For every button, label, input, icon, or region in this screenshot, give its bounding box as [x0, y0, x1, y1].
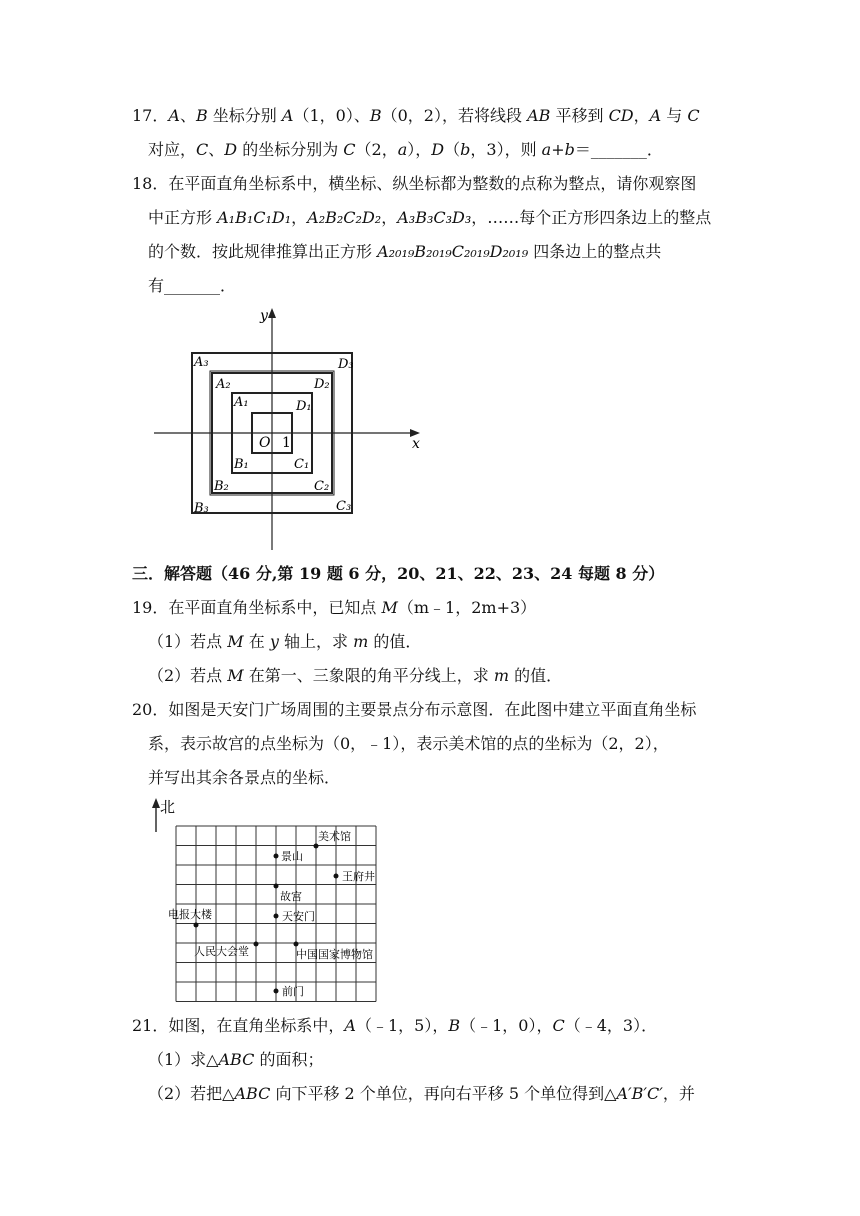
label-d2: D₂ — [314, 377, 330, 392]
text: 轴上，求 — [278, 632, 354, 651]
point-m-coord: （m﹣1，2m+3） — [397, 598, 537, 617]
text: 向下平移 2 个单位，再向右平移 5 个单位得到△ — [270, 1084, 617, 1103]
place-dot-jingshan — [274, 854, 279, 859]
q21-number: 21． — [132, 1016, 169, 1035]
label-a1: A₁ — [234, 395, 249, 410]
q20-line1 — [132, 698, 696, 722]
point-a: A — [168, 106, 180, 125]
q19-line1 — [132, 596, 536, 620]
north-label: 北 — [160, 798, 176, 816]
place-great-hall: 人民大会堂 — [194, 945, 249, 958]
place-dot-national-museum — [294, 942, 299, 947]
place-telegraph-building: 电报大楼 — [168, 908, 212, 921]
text: 如图是天安门广场周围的主要景点分布示意图．在此图中建立平面直角坐标 — [168, 700, 697, 719]
answer-blank: 有_______． — [148, 276, 237, 295]
q17-line1 — [132, 104, 700, 128]
label-d1: D₁ — [296, 399, 312, 414]
q20-line2: 系，表示故宫的点坐标为（0，﹣1），表示美术馆的点的坐标为（2，2）， — [148, 734, 669, 753]
point-b-coord: （﹣1，0）， — [460, 1016, 553, 1035]
q20-number: 20． — [132, 700, 169, 719]
point-c-coord: （﹣4，3）． — [564, 1016, 658, 1035]
text: 中正方形 — [148, 208, 218, 227]
nested-squares-figure — [148, 302, 438, 554]
text: （ — [444, 140, 461, 159]
text: ， — [381, 208, 398, 227]
point-d: D — [431, 140, 445, 159]
tiananmen-map — [146, 794, 390, 1008]
text: 如图，在直角坐标系中， — [168, 1016, 345, 1035]
place-dot-art-museum — [314, 844, 319, 849]
text: ，3），则 — [470, 140, 542, 159]
text: （2）若点 — [148, 666, 228, 685]
place-jingshan: 景山 — [281, 850, 303, 863]
place-dot-qianmen — [274, 989, 279, 994]
place-dot-telegraph — [194, 923, 199, 928]
text: （2）若把△ — [148, 1084, 235, 1103]
q17-number: 17． — [132, 106, 169, 125]
q20-line3: 并写出其余各景点的坐标． — [148, 768, 341, 787]
text: 的面积； — [254, 1050, 324, 1069]
point-a: A — [649, 106, 662, 125]
point-m: M — [227, 632, 244, 651]
text: 、 — [208, 140, 225, 159]
label-b1: B₁ — [234, 457, 249, 472]
label-c2: C₂ — [314, 479, 330, 494]
label-b3: B₃ — [194, 501, 209, 516]
text: 坐标分别 — [207, 106, 282, 125]
point-a: A — [281, 106, 294, 125]
origin-label: O — [259, 435, 271, 451]
point-c: C — [687, 106, 700, 125]
q18-line4 — [148, 274, 236, 298]
var-a: a — [397, 140, 408, 159]
text: 的个数．按此规律推算出正方形 — [148, 242, 378, 261]
label-c3: C₃ — [336, 499, 352, 514]
text: ， — [633, 106, 650, 125]
place-forbidden-city: 故宫 — [280, 890, 302, 903]
point-b: B — [195, 106, 208, 125]
q21-sub2 — [148, 1082, 695, 1106]
point-d: D — [224, 140, 238, 159]
label-c1: C₁ — [294, 457, 310, 472]
text: 、 — [179, 106, 196, 125]
label-b2: B₂ — [214, 479, 229, 494]
label-d3: D₃ — [338, 357, 354, 372]
place-dot-forbidden-city — [274, 884, 279, 889]
text: 的值． — [368, 632, 422, 651]
q19-sub1 — [148, 630, 421, 654]
triangle-abc: ABC — [234, 1084, 271, 1103]
point-c: C — [196, 140, 209, 159]
segment-cd: CD — [608, 106, 634, 125]
triangle-abc-prime: A′B′C′ — [616, 1084, 663, 1103]
q18-line1 — [132, 172, 696, 196]
text: ）， — [407, 140, 432, 159]
square-3: A₃B₃C₃D₃ — [397, 208, 472, 227]
square-2019: A₂₀₁₉B₂₀₁₉C₂₀₁₉D₂₀₁₉ — [377, 242, 529, 261]
text: ， — [291, 208, 308, 227]
q19-number: 19． — [132, 598, 169, 617]
q21-sub1 — [148, 1048, 323, 1072]
point-a-coord: （﹣1，5）， — [355, 1016, 449, 1035]
var-m: m — [353, 632, 369, 651]
square-1: A₁B₁C₁D₁ — [217, 208, 292, 227]
point-a: A — [344, 1016, 356, 1035]
text: 在平面直角坐标系中，已知点 — [168, 598, 382, 617]
label-a3: A₃ — [194, 355, 209, 370]
answer-blank: ＝_______． — [574, 140, 663, 159]
point-c: C — [343, 140, 356, 159]
y-axis-label: y — [260, 308, 268, 324]
point-m: M — [227, 666, 244, 685]
segment-ab: AB — [527, 106, 551, 125]
text: 在第一、三象限的角平分线上，求 — [243, 666, 494, 685]
text: ，并 — [662, 1084, 695, 1103]
text: （2， — [355, 140, 398, 159]
text: 四条边上的整点共 — [528, 242, 662, 261]
square-2: A₂B₂C₂D₂ — [307, 208, 382, 227]
place-art-museum: 美术馆 — [318, 830, 351, 843]
place-national-museum: 中国国家博物馆 — [296, 948, 373, 961]
q17-line2 — [148, 138, 663, 162]
place-wangfujing: 王府井 — [342, 870, 375, 883]
point-b: B — [448, 1016, 461, 1035]
place-dot-tiananmen — [274, 914, 279, 919]
text: （0，2），若将线段 — [381, 106, 528, 125]
point-b: B — [369, 106, 382, 125]
place-dot-great-hall — [254, 942, 259, 947]
place-dot-wangfujing — [334, 874, 339, 879]
text: 平移到 — [550, 106, 609, 125]
section-title: 三．解答题（46 分,第 19 题 6 分，20、21、22、23、24 每题 8 分） — [132, 564, 665, 583]
y-axis-arrow-icon — [268, 308, 276, 318]
text: （1，0）、 — [293, 106, 370, 125]
q18-line3 — [148, 240, 661, 264]
place-qianmen: 前门 — [282, 985, 304, 998]
q21-line1 — [132, 1014, 657, 1038]
text: （1）求△ — [148, 1050, 219, 1069]
triangle-abc: ABC — [218, 1050, 255, 1069]
text: 与 — [661, 106, 688, 125]
expr-a-plus-b: a+b — [541, 140, 575, 159]
var-b: b — [460, 140, 471, 159]
unit-label: 1 — [282, 435, 291, 451]
q19-sub2 — [148, 664, 562, 688]
text: ，……每个正方形四条边上的整点 — [471, 208, 712, 227]
point-c: C — [552, 1016, 565, 1035]
text: 在平面直角坐标系中，横坐标、纵坐标都为整数的点称为整点，请你观察图 — [168, 174, 697, 193]
var-m: m — [493, 666, 510, 685]
label-a2: A₂ — [216, 377, 231, 392]
text: 的值． — [509, 666, 563, 685]
q18-line2 — [148, 206, 711, 230]
x-axis-label: x — [412, 436, 420, 452]
var-y: y — [269, 632, 279, 651]
north-arrow-icon — [152, 798, 160, 808]
point-m: M — [381, 598, 398, 617]
text: 对应， — [148, 140, 197, 159]
q18-number: 18． — [132, 174, 169, 193]
text: （1）若点 — [148, 632, 228, 651]
text: 的坐标分别为 — [237, 140, 344, 159]
text: 在 — [243, 632, 270, 651]
place-tiananmen: 天安门 — [282, 910, 315, 923]
